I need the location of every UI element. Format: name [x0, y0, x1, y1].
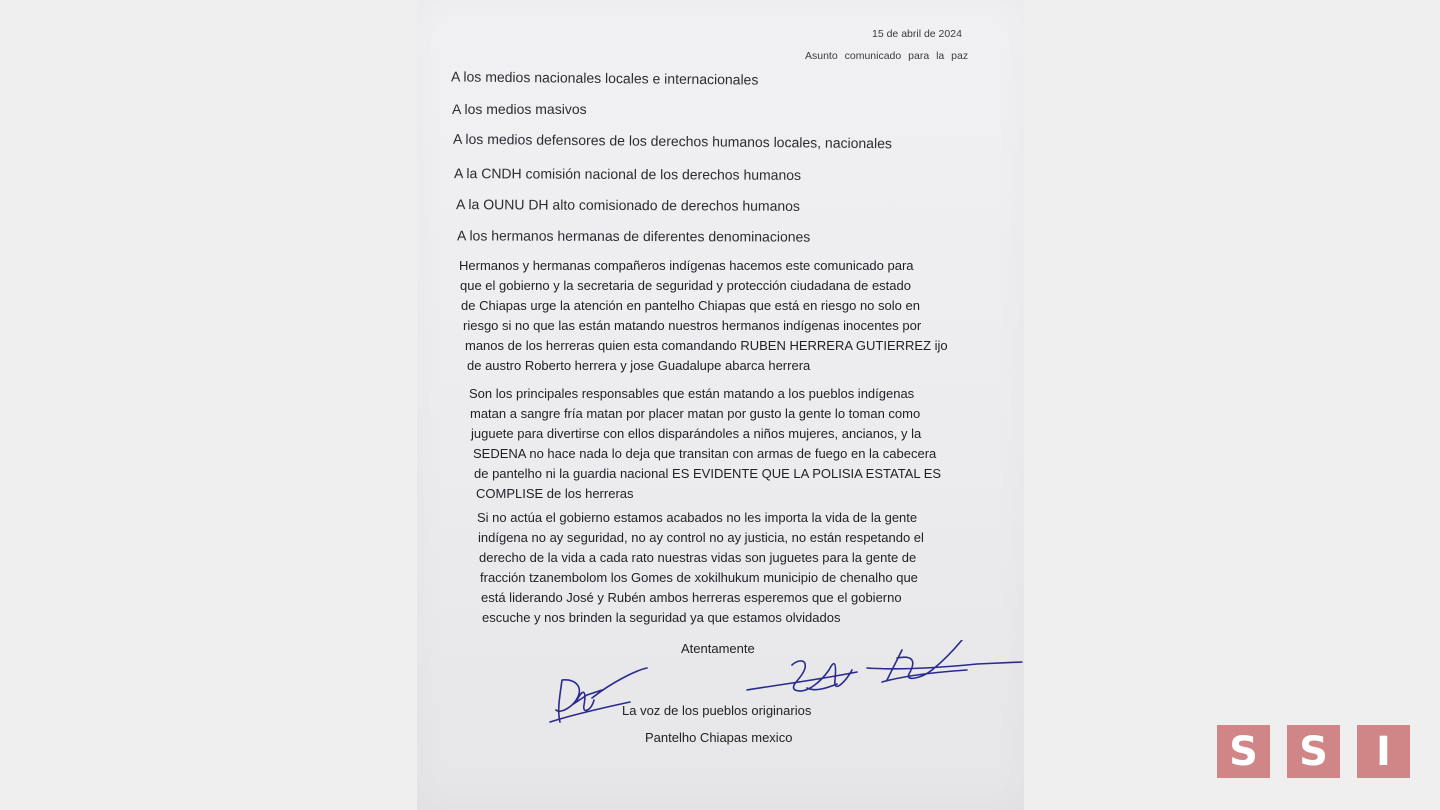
paragraph-2: [469, 384, 941, 504]
text-line: manos de los herreras quien esta comandando RUBEN HERRERA GUTIERREZ ijo: [465, 338, 948, 353]
text-line: indígena no ay seguridad, no ay control no ay justicia, no están respetando el: [478, 530, 924, 545]
signature-line-1: La voz de los pueblos originarios: [622, 703, 812, 718]
text-line: fracción tzanembolom los Gomes de xokilhukum municipio de chenalho que: [480, 570, 918, 585]
paragraph-3: [477, 508, 924, 628]
text-line: de Chiapas urge la atención en pantelho Chiapas que está en riesgo no solo en: [461, 298, 920, 313]
letter-subject: Asunto comunicado para la paz: [805, 50, 969, 62]
addressee-line: A la OUNU DH alto comisionado de derechos humanos: [455, 196, 800, 214]
text-line: riesgo si no que las están matando nuestros hermanos indígenas inocentes por: [463, 318, 922, 333]
logo-letter: S: [1217, 725, 1270, 778]
text-line: Si no actúa el gobierno estamos acabados no les importa la vida de la gente: [477, 510, 918, 525]
addressee-line: A la CNDH comisión nacional de los derechos humanos: [453, 165, 802, 183]
addressee-line: A los hermanos hermanas de diferentes denominaciones: [456, 227, 811, 245]
closing-text: Atentamente: [681, 641, 755, 656]
ssi-logo: [1217, 725, 1410, 778]
letter-page: [417, 0, 1024, 810]
addressee-line: A los medios masivos: [452, 101, 587, 117]
signature-line-2: Pantelho Chiapas mexico: [645, 730, 793, 745]
addressee-line: A los medios nacionales locales e internacionales: [450, 68, 759, 88]
text-line: Son los principales responsables que están matando a los pueblos indígenas: [469, 386, 915, 401]
text-line: que el gobierno y la secretaria de seguridad y protección ciudadana de estado: [460, 278, 911, 293]
paragraph-1: [459, 256, 948, 376]
text-line: juguete para divertirse con ellos disparándoles a niños mujeres, ancianos, y la: [471, 426, 922, 441]
signature-right: [737, 640, 1024, 710]
addressee-line: A los medios defensores de los derechos humanos locales, nacionales: [452, 130, 893, 152]
text-line: SEDENA no hace nada lo deja que transitan con armas de fuego en la cabecera: [473, 446, 937, 461]
text-line: de austro Roberto herrera y jose Guadalupe abarca herrera: [467, 358, 811, 373]
text-line: de pantelho ni la guardia nacional ES EVIDENTE QUE LA POLISIA ESTATAL ES: [474, 466, 942, 481]
logo-letter: S: [1287, 725, 1340, 778]
logo-letter: I: [1357, 725, 1410, 778]
text-line: escuche y nos brinden la seguridad ya que estamos olvidados: [482, 610, 841, 625]
text-line: derecho de la vida a cada rato nuestras vidas son juguetes para la gente de: [479, 550, 917, 565]
letter-date: 15 de abril de 2024: [872, 28, 962, 40]
text-line: Hermanos y hermanas compañeros indígenas hacemos este comunicado para: [459, 258, 914, 273]
text-line: COMPLISE de los herreras: [476, 486, 634, 501]
signature-left: [532, 660, 672, 730]
text-line: está liderando José y Rubén ambos herreras esperemos que el gobierno: [481, 590, 902, 605]
text-line: matan a sangre fría matan por placer matan por gusto la gente lo toman como: [470, 406, 921, 421]
